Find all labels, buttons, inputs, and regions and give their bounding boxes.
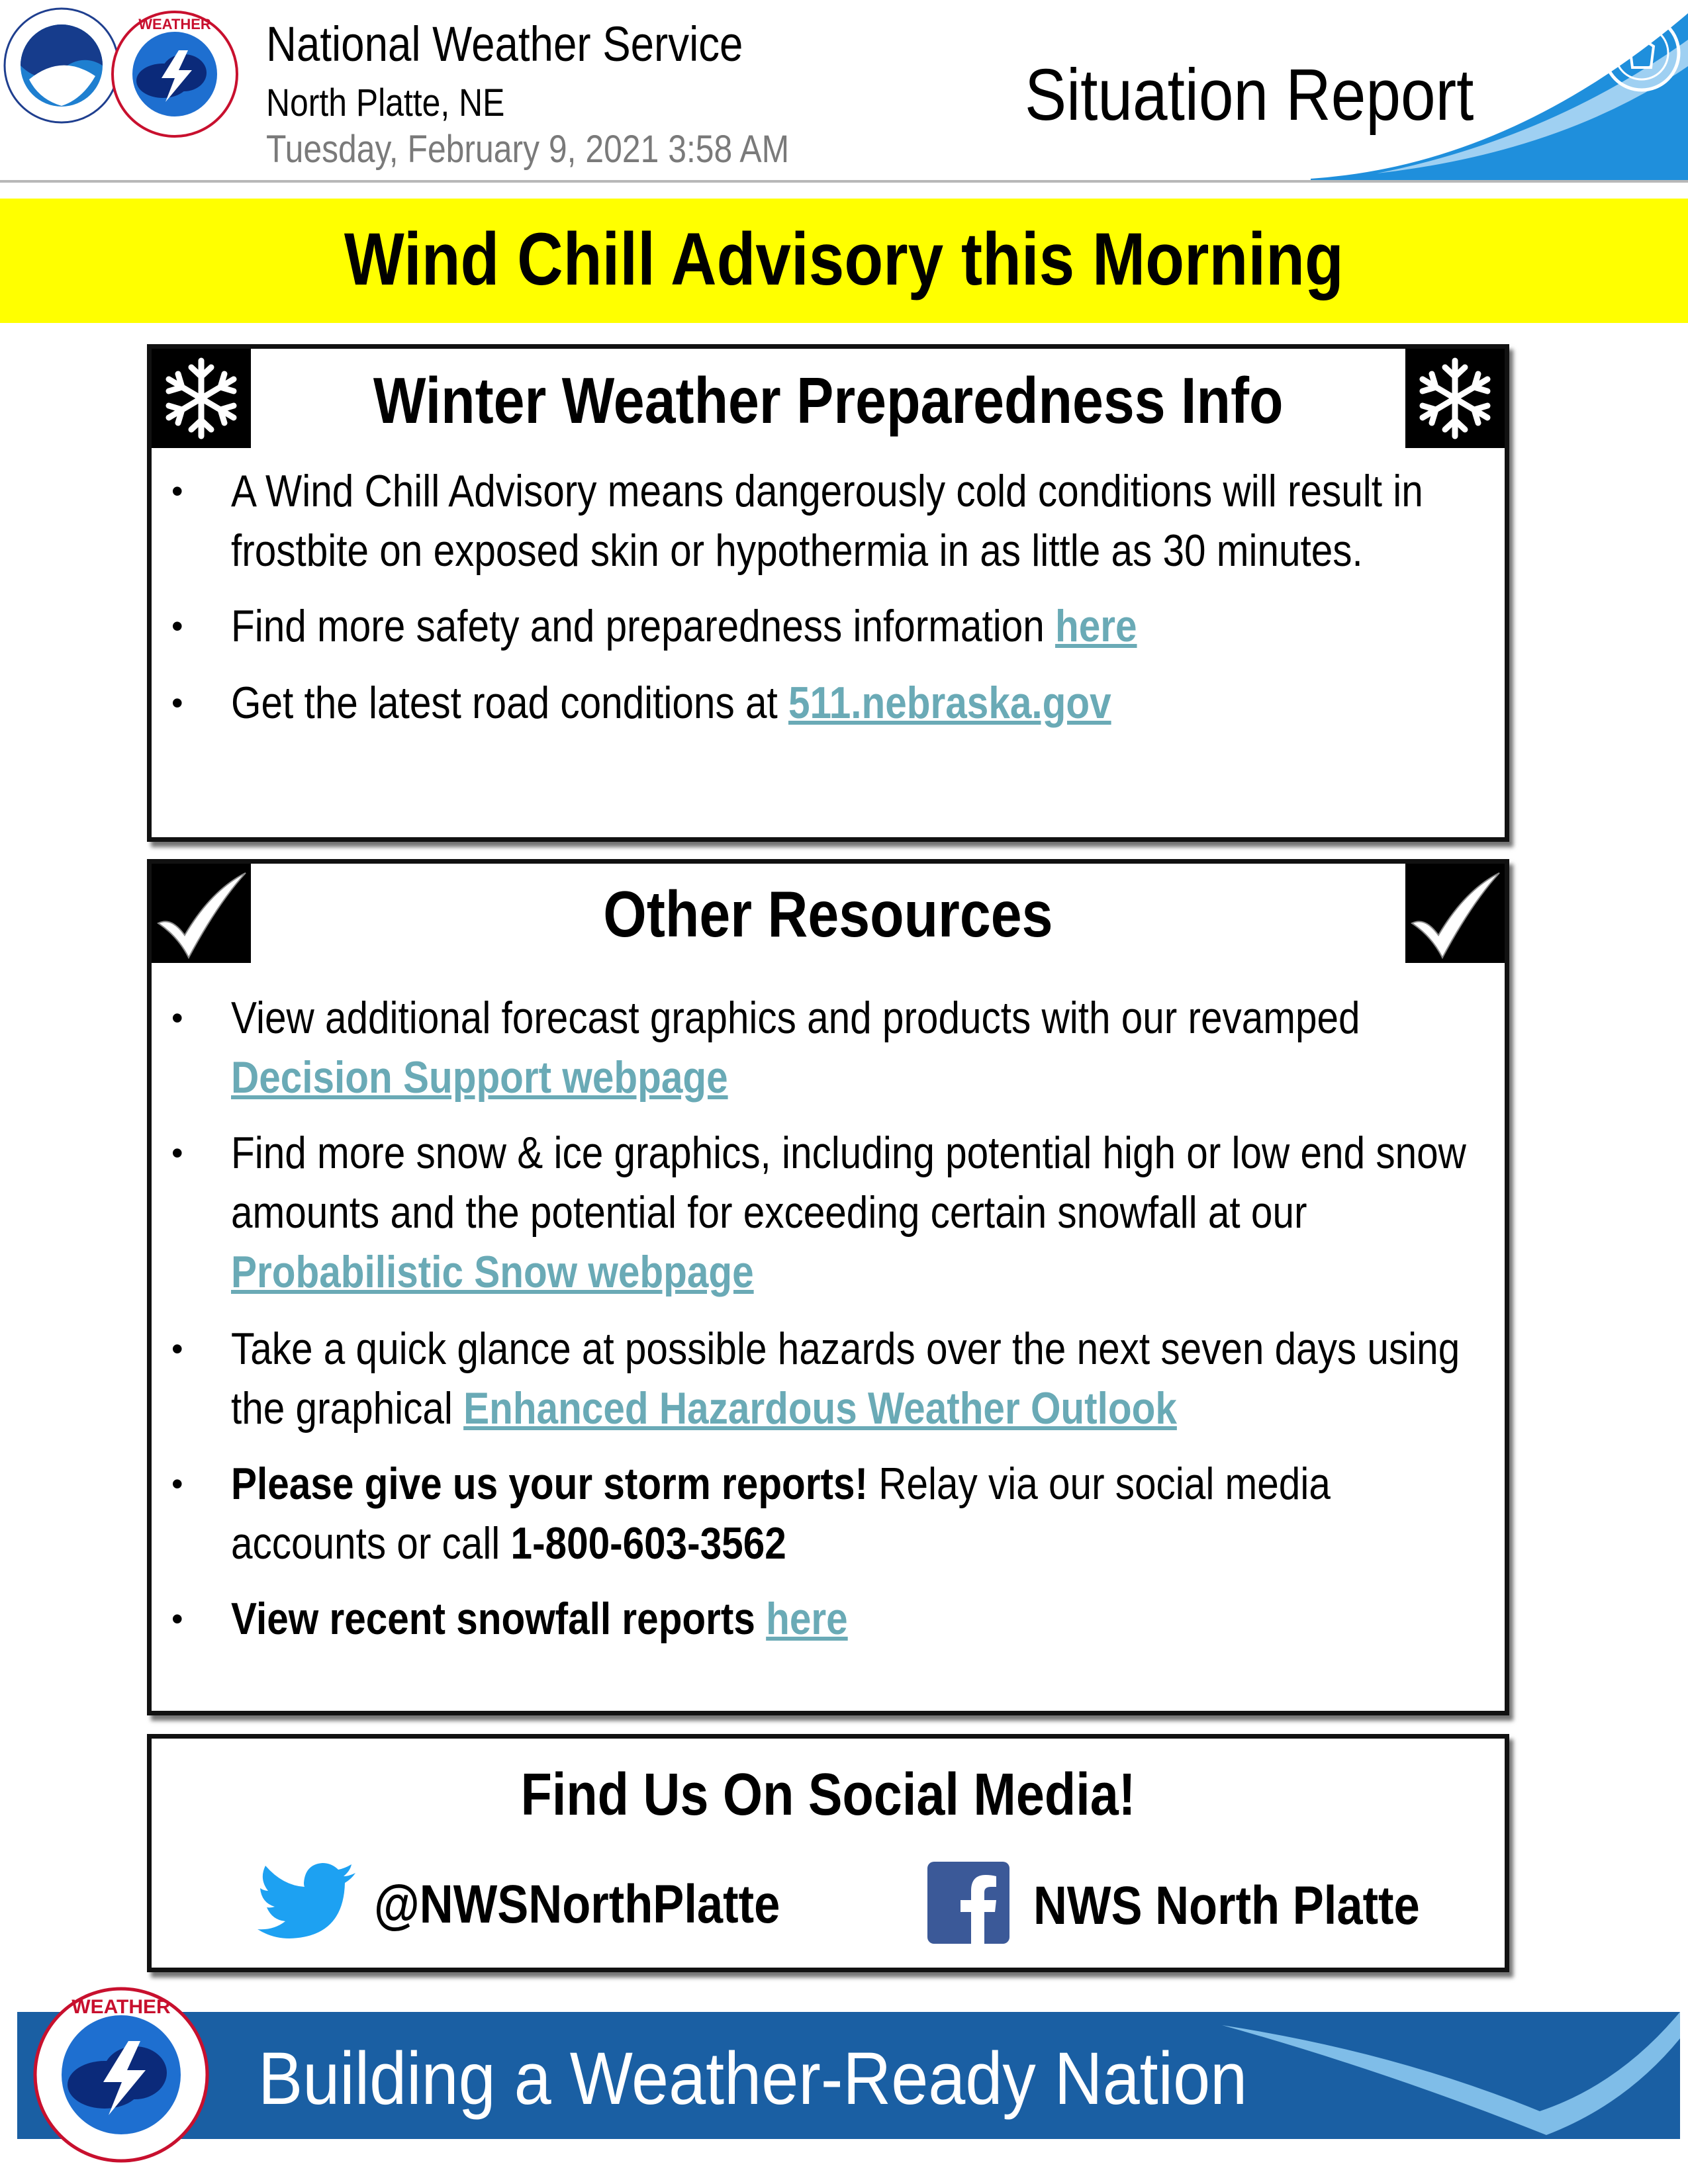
item-text: View additional forecast graphics and products with our revamped Decision Support webpage [231,993,1360,1103]
nws-footer-logo [32,1985,211,2164]
bullet: • [171,1134,183,1171]
twitter-icon[interactable] [258,1863,357,1945]
item-text: View recent snowfall reports here [231,1594,848,1644]
decision-support-link[interactable]: Decision Support webpage [231,1052,728,1103]
bullet: • [171,1330,183,1367]
box-title [152,877,1505,952]
social-media-box [147,1734,1509,1972]
item-text: Find more safety and preparedness information here [231,601,1137,651]
item-text: A Wind Chill Advisory means dangerously cold conditions will result in frostbite on exposed skin or hypothermia in as little as 30 minutes. [231,466,1423,576]
item-text: Get the latest road conditions at 511.nebraska.gov [231,678,1111,728]
probabilistic-snow-link[interactable]: Probabilistic Snow webpage [231,1247,754,1297]
footer-tagline: Building a Weather-Ready Nation [258,2037,1248,2120]
facebook-name[interactable]: NWS North Platte [1033,1876,1420,1936]
footer-swoosh [1222,2012,1680,2139]
bullet: • [171,999,183,1036]
social-box-title: Find Us On Social Media! [520,1762,1136,1828]
headline-text: Wind Chill Advisory this Morning [344,218,1344,300]
bullet: • [171,1600,183,1637]
office-name: National Weather Service [266,17,743,71]
svg-text:WEATHER: WEATHER [71,1996,171,2018]
report-date: Tuesday, February 9, 2021 3:58 AM [266,128,790,171]
box-title [152,1761,1505,1829]
bullet: • [171,1465,183,1502]
svg-text:WEATHER: WEATHER [138,16,211,32]
item-text: Find more snow & ice graphics, including potential high or low end snow amounts and the potential for exceeding certain snowfall at our Probabilistic Snow webpage [231,1128,1466,1297]
box-title [152,363,1505,438]
facebook-icon[interactable] [927,1862,1009,1944]
item-text: Take a quick glance at possible hazards over the next seven days using the graphical Enhanced Hazardous Weather Outlook [231,1324,1460,1433]
item-text: Please give us your storm reports! Relay via our social media accounts or call 1-800-603-3562 [231,1459,1331,1569]
winter-box-title: Winter Weather Preparedness Info [373,364,1284,437]
bullet: • [171,473,183,510]
safety-info-link[interactable]: here [1055,601,1137,651]
nws-logo [110,9,240,139]
twitter-handle[interactable]: @NWSNorthPlatte [374,1874,780,1934]
road-conditions-link[interactable]: 511.nebraska.gov [788,678,1111,728]
noaa-logo [3,7,120,124]
header-divider [0,180,1688,183]
bullet: • [171,684,183,721]
headline [0,213,1688,306]
winter-preparedness-box [147,344,1509,842]
resources-box-title: Other Resources [603,878,1053,950]
page-header [0,0,1688,192]
report-type: Situation Report [1025,54,1474,136]
hazardous-outlook-link[interactable]: Enhanced Hazardous Weather Outlook [463,1383,1177,1433]
other-resources-box [147,859,1509,1715]
doc-seal-icon [1602,13,1681,93]
phone-number: 1-800-603-3562 [510,1518,786,1569]
snowfall-reports-link[interactable]: here [766,1594,848,1644]
bullet: • [171,608,183,645]
office-location: North Platte, NE [266,81,505,124]
